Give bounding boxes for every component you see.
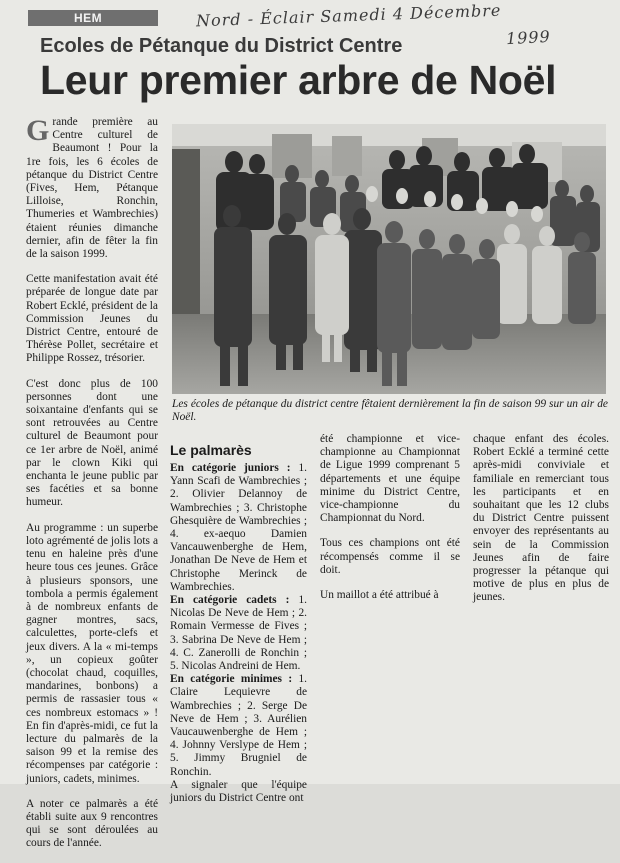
paragraph: Cette manifestation avait été préparée de longue date par Robert Ecklé, président de la Commission Jeunes du District Centre, entouré de Thérèse Pollet, secrétaire et Philippe Rossez, trésorier. [26, 273, 158, 365]
palmares-heading: Le palmarès [170, 442, 252, 458]
paragraph: Au programme : un superbe loto agrémenté de jolis lots a tenu en haleine près d'une heure tous ces jeunes. Grâce à plusieurs sponsors, une tombola a permis également à de nombreux enfants de gagner montres, sacs, calculettes, porte-clefs et jeux divers. A la « mi-temps », un copieux goûter (chocolat chaud, coquilles, mandarines, bonbons) a permis de rassasier tous « ces nombreux estomacs » ! En fin d'après-midi, ce fut la lecture du palmarès de la saison 99 et la remise des récompenses par catégorie : juniors, cadets, minimes. [26, 521, 158, 785]
palmares-entry: En catégorie juniors : 1. Yann Scafi de Wambrechies ; 2. Olivier Delannoy de Wambrechies ; 3. Christophe Ghesquière de Wambrechies ; 4. ex-aequo Damien Vancauwenberghe de Hem, Jonathan De Neve de Hem et Christophe Merinck de Wambrechies. [170, 462, 307, 593]
drop-cap: G [26, 114, 50, 147]
group-photo [172, 124, 606, 394]
photo-caption: Les écoles de pétanque du district centre fêtaient dernièrement la fin de saison 99 sur un air de Noël. [172, 398, 608, 423]
palmares-entry: En catégorie minimes : 1. Claire Lequievre de Wambrechies ; 2. Serge De Neve de Hem ; 3. Aurélien Vaucauwenberghe de Hem ; 4. Johnny Verslype de Hem ; 5. Jimmy Brugniel de Ronchin. [170, 673, 307, 778]
handwritten-line-2: 1999 [505, 26, 552, 49]
palmares-category: En catégorie cadets : [170, 594, 290, 607]
paragraph: Un maillot a été attribué à [320, 589, 439, 602]
third-column [320, 433, 460, 614]
handwritten-line-1: Nord - Éclair Samedi 4 Décembre [195, 0, 502, 31]
paragraph: chaque enfant des écoles. Robert Ecklé a terminé cette après-midi conviviale et familiale en remerciant tous les participants et en souhaitant que les 12 clubs du District Centre puissent envoyer des représentants au sein de la Commission Jeunes afin de faire progresser la pétanque qui motive de plus en plus de jeunes. [473, 433, 609, 604]
fourth-column [473, 433, 609, 617]
palmares-column [170, 462, 307, 805]
palmares-entry: A signaler que l'équipe juniors du District Centre ont [170, 778, 307, 805]
article-subhead: Ecoles de Pétanque du District Centre [40, 35, 403, 57]
group-photo-illustration [172, 124, 606, 394]
article-headline: Leur premier arbre de Noël [40, 57, 557, 103]
paragraph: C'est donc plus de 100 personnes dont une soixantaine d'enfants qui se sont retrouvées au Centre culturel de Beaumont pour ce 1er arbre de Noël, animé par le clown Kiki qui enchanta le jeune public par ses facéties et sa bonne humeur. [26, 377, 158, 509]
paragraph: Tous ces champions ont été récompensés comme il se doit. [320, 537, 460, 576]
palmares-category: En catégorie juniors : [170, 462, 291, 474]
paragraph: été championne et vice-championne au Championnat de Ligue 1999 comprenant 5 départements et une équipe minime du District Centre, vice-championne du Championnat du Nord. [320, 433, 460, 525]
section-tag: HEM [28, 10, 158, 26]
palmares-entry: En catégorie cadets : 1. Nicolas De Neve de Hem ; 2. Romain Vermesse de Fives ; 3. Sabrina De Neve de Hem ; 4. C. Zanerolli de Ronchin ; 5. Nicolas Andreini de Hem. [170, 594, 307, 673]
palmares-category: En catégorie minimes : [170, 673, 293, 686]
paragraph: Grande première au Centre culturel de Beaumont ! Pour la 1re fois, les 6 écoles de pétanque du District Centre (Fives, Hem, Pétanque Lilloise, Ronchin, Thumeries et Wambrechies) étaient réunies dimanche dernier, afin de fêter la fin de la saison 1999. [26, 114, 158, 261]
left-column [26, 116, 158, 863]
paragraph: A noter ce palmarès a été établi suite aux 9 rencontres qui se sont déroulées au cours de l'année. [26, 797, 158, 850]
